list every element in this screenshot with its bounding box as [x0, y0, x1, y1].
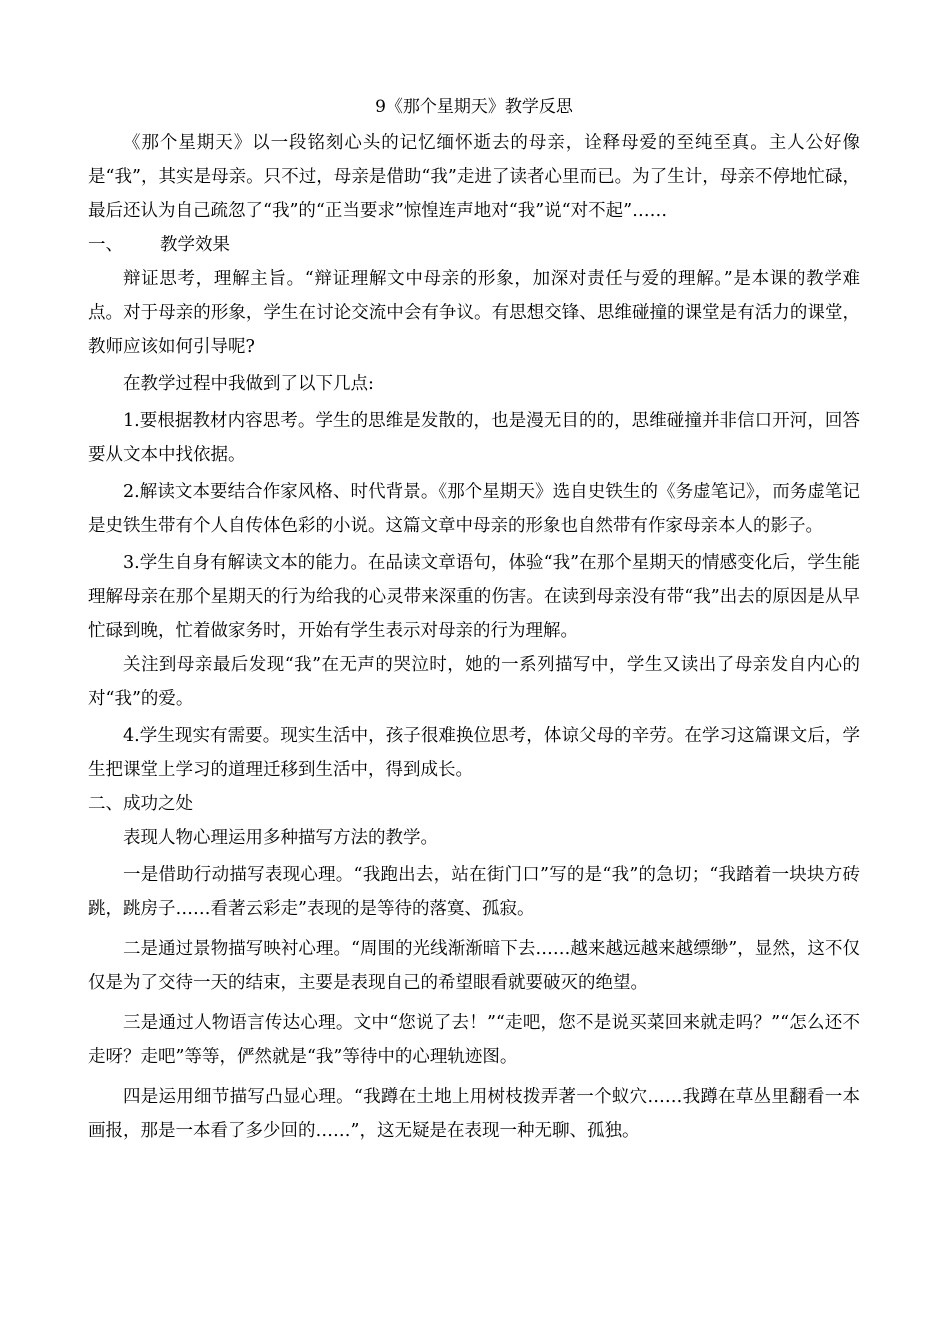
section-2-paragraph-3: 二是通过景物描写映衬心理。“周围的光线渐渐暗下去……越来越远越来越缥缈”，显然，这不仅仅是为了交待一天的结束，主要是表现自己的希望眼看就要破灭的绝望。: [88, 939, 860, 993]
list-item-3: 3.学生自身有解读文本的能力。在品读文章语句，体验“我”在那个星期天的情感变化后，学生能理解母亲在那个星期天的行为给我的心灵带来深重的伤害。在读到母亲没有带“我”出去的原因是从早忙碌到晚，忙着做家务时，开始有学生表示对母亲的行为理解。: [88, 553, 860, 641]
section-1-paragraph: 辩证思考，理解主旨。“辩证理解文中母亲的形象，加深对责任与爱的理解。”是本课的教学难点。对于母亲的形象，学生在讨论交流中会有争议。有思想交锋、思维碰撞的课堂是有活力的课堂，教师应该如何引导呢?: [88, 269, 860, 357]
document-title: 9《那个星期天》教学反思: [375, 97, 573, 117]
section-2-paragraph-5: 四是运用细节描写凸显心理。“我蹲在土地上用树枝拨弄著一个蚁穴……我蹲在草丛里翻看一本画报，那是一本看了多少回的……”，这无疑是在表现一种无聊、孤独。: [88, 1087, 860, 1141]
section-2-paragraph-4: 三是通过人物语言传达心理。文中“您说了去！”“走吧，您不是说买菜回来就走吗？”“怎么还不走呀？走吧”等等，俨然就是“我”等待中的心理轨迹图。: [88, 1013, 860, 1067]
intro-paragraph: 《那个星期天》以一段铭刻心头的记忆缅怀逝去的母亲，诠释母爱的至纯至真。主人公好像是“我”，其实是母亲。只不过，母亲是借助“我”走进了读者心里而已。为了生计，母亲不停地忙碌，最后还认为自己疏忽了“我”的“正当要求”惊惶连声地对“我”说“对不起”……: [88, 133, 860, 221]
section-1-number: 一、: [88, 235, 123, 255]
section-1-lead-in: 在教学过程中我做到了以下几点:: [123, 374, 374, 394]
section-2-heading: 二、成功之处: [88, 794, 193, 814]
section-1-heading: [88, 228, 860, 262]
section-2-paragraph-1: 表现人物心理运用多种描写方法的教学。: [123, 828, 438, 848]
document-page: [88, 96, 860, 1148]
list-item-3-continued: 关注到母亲最后发现“我”在无声的哭泣时，她的一系列描写中，学生又读出了母亲发自内心的对“我”的爱。: [88, 655, 860, 709]
section-1-title: 教学效果: [160, 235, 230, 255]
list-item-4: 4.学生现实有需要。现实生活中，孩子很难换位思考，体谅父母的辛劳。在学习这篇课文后，学生把课堂上学习的道理迁移到生活中，得到成长。: [88, 726, 860, 780]
list-item-2: 2.解读文本要结合作家风格、时代背景。《那个星期天》选自史铁生的《务虚笔记》，而务虚笔记是史铁生带有个人自传体色彩的小说。这篇文章中母亲的形象也自然带有作家母亲本人的影子。: [88, 482, 860, 536]
list-item-1: 1.要根据教材内容思考。学生的思维是发散的，也是漫无目的的，思维碰撞并非信口开河，回答要从文本中找依据。: [88, 411, 860, 465]
section-2-paragraph-2: 一是借助行动描写表现心理。“我跑出去，站在街门口”写的是“我”的急切；“我踏着一块块方砖跳，跳房子……看著云彩走”表现的是等待的落寞、孤寂。: [88, 865, 860, 919]
